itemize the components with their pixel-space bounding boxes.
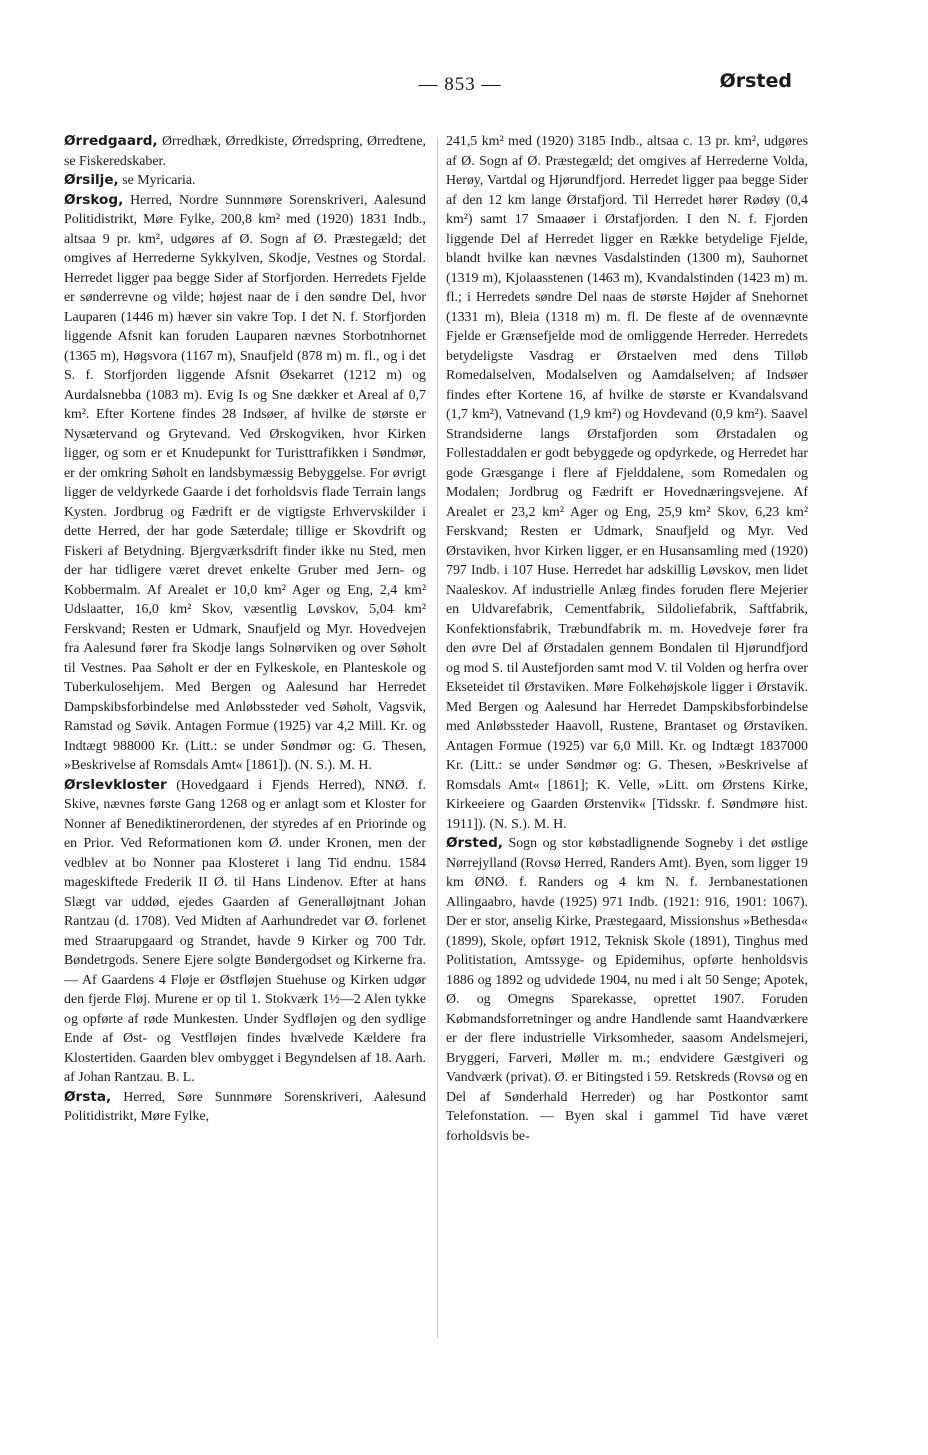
entry-text: (Hovedgaard i Fjends Herred), NNØ. f. Skive, nævnes første Gang 1268 og er anlagt som et Kloster for Nonner af Benediktinerordenen, der styredes af en Priorinde og en Prior. Ved Reformationen kom Ø. under Kronen, men der vedblev at bo Nonner paa Klosteret i lang Tid endnu. 1584 mageskiftede Frederik II Ø. til Hans Lindenov. Efter at hans Slægt var uddød, ejedes Gaarden af Generalløjtnant Johan Rantzau (d. 1708). Ved Midten af Aarhundredet var Ø. forlenet med Straarupgaard og Strandet, havde 9 Kirker og 700 Tdr. Bøndetrgods. Senere Ejere solgte Bøndergodset og Kirkerne fra. — Af Gaardens 4 Fløje er Østfløjen Stuehuse og Kirken udgør den fjerde Fløj. Murene er op til 1. Stokværk 1½—2 Alen tykke og opførte af røde Munkesten. Under Sydfløjen og den sydlige Ende af Øst- og Vestfløjen findes hvælvede Kældere fra Klostertiden. Gaarden blev ombygget i Begyndelsen af 18. Aarh. af Johan Rantzau. B. L.	[64, 777, 426, 1085]
column-divider	[437, 138, 438, 1338]
page-header	[60, 70, 792, 100]
entry-orsilje	[64, 171, 426, 191]
headword: Ørsted,	[446, 835, 503, 851]
entry-orredgaard	[64, 132, 426, 171]
entry-text: Sogn og stor købstadlignende Sogneby i det østlige Nørrejylland (Rovsø Herred, Randers Amt). Byen, som ligger 19 km ØNØ. f. Randers og 4 km N. f. Jernbanestationen Allingaabro, havde (1925) 971 Indb. (1921: 916, 1901: 1067). Der er stor, anselig Kirke, Præstegaard, Missionshus »Bethesda« (1899), Skole, opført 1912, Teknisk Skole (1891), Tinghus med Politistation, Amtssyge- og Epidemihus, opførte henholdsvis 1886 og 1892 og udvidede 1904, nu med i alt 50 Senge; Apotek, Ø. og Omegns Sparekasse, oprettet 1907. Foruden Købmandsforretninger og andre Handlende samt Haandværkere er der flere industrielle Virksomheder, saasom Andelsmejeri, Bryggeri, Farveri, Møller m. m.; endvidere Gæstgiveri og Vandværk (privat). Ø. er Bitingsted i 59. Retskreds (Rovsø og en Del af Sønderhald Herreder) og har Postkontor samt Telefonstation. — Byen skal i gammel Tid have været forholdsvis be-	[446, 836, 808, 1144]
entry-text: Herred, Søre Sunnmøre Sorenskriveri, Aalesund Politidistrikt, Møre Fylke,	[64, 1089, 426, 1124]
headword: Ørsta,	[64, 1088, 112, 1105]
running-head: Ørsted	[719, 70, 792, 92]
headword: Ørslevkloster	[64, 776, 167, 793]
entry-orslevkloster	[64, 776, 426, 1088]
entry-text: Herred, Nordre Sunnmøre Sorenskriveri, Aalesund Politidistrikt, Møre Fylke, 200,8 km² med (1920) 1831 Indb., altsaa 9 pr. km², udgøres af Ø. Sogn af Ø. Præstegæld; det omgives af Herrederne Sykkylven, Skodje, Vestnes og Stordal. Herredet ligger paa begge Sider af Storfjorden. Herredets Fjelde er sønderrevne og vilde; højest naar de i den søndre Del, hvor Lauparen (1446 m) hæver sin vakre Top. I det N. f. Storfjorden liggende Afsnit kan foruden Lauparen nævnes Storbotnhornet (1365 m), Høgsvora (1167 m), Snaufjeld (878 m) m. fl., og i det S. f. Storfjorden liggende Afsnit Øsekarret (1212 m) og Aurdalsnebba (1083 m). Evig Is og Sne dækker et Areal af 0,7 km². Efter Kortene findes 28 Indsøer, af hvilke de største er Nysætervand og Grytevand. Ved Ørskogviken, hvor Kirken ligger, og som er et Knudepunkt for Turisttrafikken i Søndmør, er der omkring Søholt en landsbymæssig Bebyggelse. For øvrigt ligger de veldyrkede Gaarde i det forholdsvis flade Terrain langs Kysten. Jordbrug og Fædrift er de vigtigste Erhvervskilder i dette Herred, der har gode Sæterdale; tillige er Skovdrift og Fiskeri af Betydning. Bjergværksdrift finder ikke nu Sted, men der har tidligere været drevet enkelte Gruber med Jern- og Kobbermalm. Af Arealet er 10,0 km² Ager og Eng, 2,4 km² Udslaatter, 16,0 km² Skov, væsentlig Løvskov, 5,04 km² Ferskvand; Resten er Udmark, Snaufjeld og Myr. Hovedvejen fra Aalesund fører fra Skodje langs Solnørviken og over Søholt til Vestnes. Paa Søholt er der en Fylkeskole, en Planteskole og Tuberkulosehjem. Med Bergen og Aalesund har Herredet Dampskibsforbindelse med Anløbssteder ved Søholt, Vagsvik, Ramstad og Søvik. Antagen Formue (1925) var 4,2 Mill. Kr. og Indtægt 988000 Kr. (Litt.: se under Søndmør og: G. Thesen, »Beskrivelse af Romsdals Amt« [1861]). (N. S.). M. H.	[64, 192, 426, 773]
headword: Ørredgaard,	[64, 133, 158, 149]
headword: Ørskog,	[64, 191, 124, 208]
headword: Ørsilje,	[64, 172, 119, 188]
entry-orsted	[446, 834, 808, 1146]
entry-text: 241,5 km² med (1920) 3185 Indb., altsaa c. 13 pr. km², udgøres af Ø. Sogn af Ø. Præstegæld; det omgives af Herrederne Volda, Herøy, Vartdal og Hjørundfjord. Herredet ligger paa begge Sider af den 12 km lange Ørstafjord. Til Herredet hører Rødøy (0,4 km²) samt 17 Smaaøer i Ørstafjorden. I den N. f. Fjorden liggende Del af Herredet ligger en Række betydelige Fjelde, blandt hvilke kan nævnes Vasdalstinden (1300 m), Sauhornet (1319 m), Kjolaasstenen (1463 m), Kvandalstinden (1423 m) m. fl.; i Herredets søndre Del naas de største Højder af Snehornet (1331 m), Bleia (1318 m) m. fl. De fleste af de ovennævnte Fjelde er Grænsefjelde mod de omliggende Herreder. Herredets betydeligste Vasdrag er Ørstaelven med dens Tilløb Romedalselven, Modalselven og Aamdalselven; af Indsøer findes efter Kortene 16, af hvilke de største er Kvandalsvand (1,7 km²), Vatnevand (1,9 km²) og Hovdevand (0,9 km²). Saavel Strandsiderne langs Ørstafjorden som Ørstadalen og Follestaddalen er godt bebyggede og opdyrkede, og Herredet har gode Græsgange i flere af Fjelddalene, som Romedalen og Modalen; Jordbrug og Fædrift er Hovednæringsvejene. Af Arealet er 23,2 km² Ager og Eng, 25,9 km² Skov, 6,23 km² Ferskvand; Resten er Udmark, Snaufjeld og Myr. Ved Ørstaviken, hvor Kirken ligger, er en Husansamling med (1920) 797 Indb. i 107 Huse. Herredet har adskillig Løvskov, men lidet Naaleskov. Af industrielle Anlæg findes foruden flere Mejerier en Uldvarefabrik, Cementfabrik, Sildoliefabrik, Saftfabrik, Konfektionsfabrik, Træbundfabrik m. m. Hovedveje fører fra den øvre Del af Ørstadalen gennem Bondalen til Hjørundfjord og mod S. til Austefjorden samt mod V. til Volden og herfra over Ekseteidet til Ørstaviken. Møre Folkehøjskole ligger i Ørstavik. Med Bergen og Aalesund har Herredet Dampskibsforbindelse med Anløbssteder Haavoll, Rustene, Brantaset og Ørstaviken. Antagen Formue (1925) var 6,0 Mill. Kr. og Indtægt 1837000 Kr. (Litt.: se under Søndmør og: G. Thesen, »Beskrivelse af Romsdals Amt« [1861]; K. Velle, »Litt. om Ørstens Kirke, Kirkeeiere og Gaarden Ørstenvik« [Tidsskr. f. Søndmøre hist. 1911]). (N. S.). M. H.	[446, 134, 808, 832]
right-column	[446, 132, 808, 1342]
page-number: — 853 —	[418, 74, 502, 95]
entry-orsta-continued	[446, 132, 808, 834]
left-column	[64, 132, 426, 1342]
entry-orsta	[64, 1088, 426, 1127]
entry-orskog	[64, 191, 426, 776]
entry-text: Ørredhæk, Ørredkiste, Ørredspring, Ørredtene, se Fiskeredskaber.	[64, 134, 426, 169]
entry-text: se Myricaria.	[122, 173, 196, 188]
